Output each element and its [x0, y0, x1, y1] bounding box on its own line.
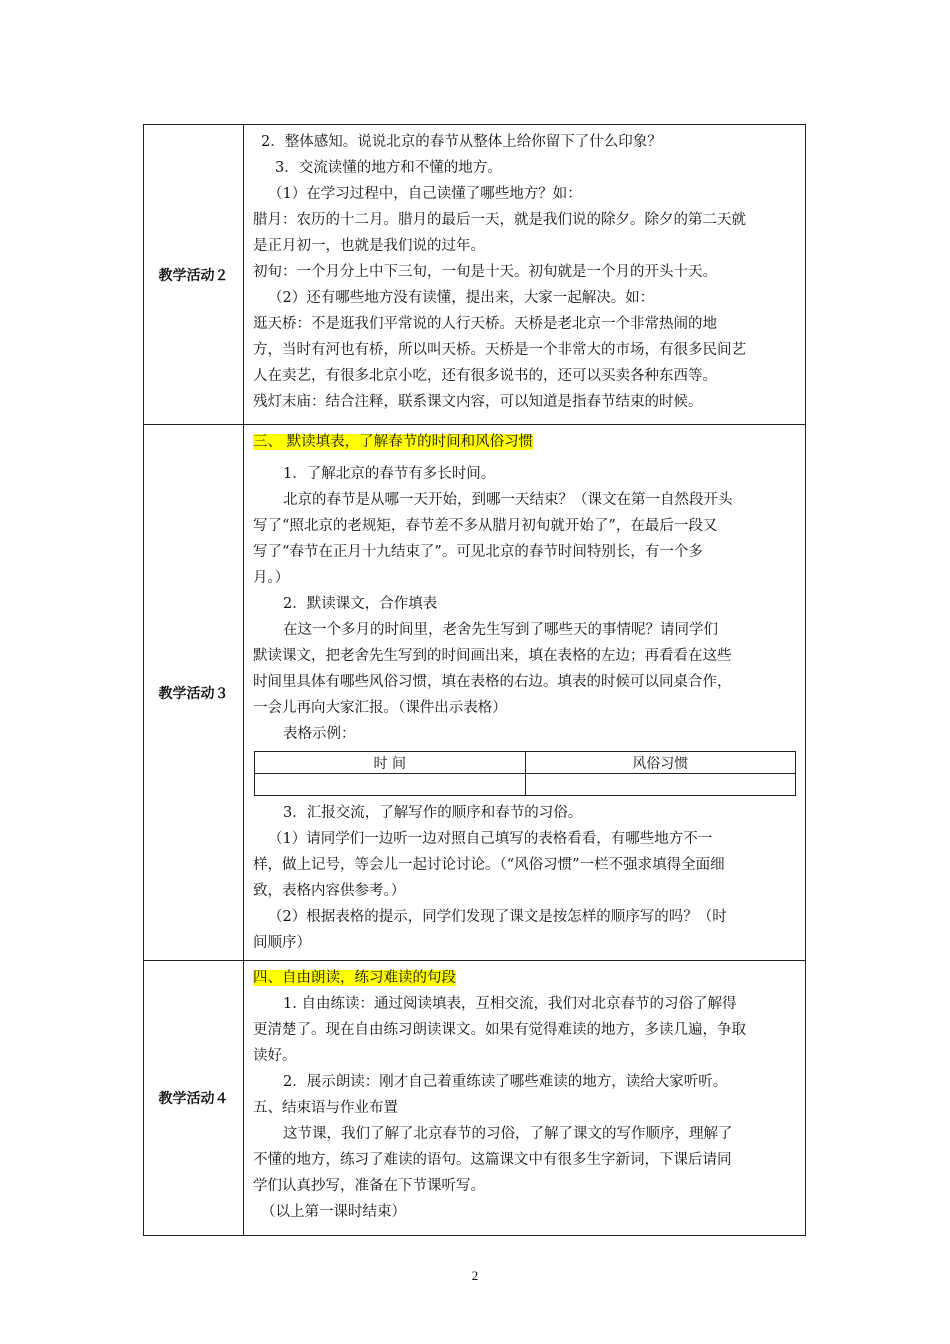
- row-content: [244, 425, 806, 961]
- text-line: 致，表格内容供参考。）: [253, 883, 406, 899]
- example-table-cell: [525, 774, 796, 796]
- highlighted-heading: 三、 默读填表，了解春节的时间和风俗习惯: [253, 434, 534, 450]
- row-label: 教学活动３: [144, 425, 244, 961]
- text-line: 逛天桥：不是逛我们平常说的人行天桥。天桥是老北京一个非常热闹的地: [253, 316, 717, 332]
- example-table: [254, 751, 796, 796]
- text-line: 写了“春节在正月十九结束了”。可见北京的春节时间特别长，有一个多: [253, 544, 703, 560]
- text-line: （以上第一课时结束）: [261, 1204, 406, 1220]
- text-line: 默读课文，把老舍先生写到的时间画出来，填在表格的左边；再看看在这些: [253, 648, 732, 664]
- text-line: 人在卖艺，有很多北京小吃，还有很多说书的，还可以买卖各种东西等。: [253, 368, 717, 384]
- example-table-header-row: [255, 752, 796, 774]
- text-line: 学们认真抄写，准备在下节课听写。: [253, 1178, 485, 1194]
- text-line: 月。）: [253, 570, 290, 586]
- text-line: 写了“照北京的老规矩，春节差不多从腊月初旬就开始了”，在最后一段又: [253, 518, 718, 534]
- text-line: 在这一个多月的时间里，老舍先生写到了哪些天的事情呢？请同学们: [283, 622, 718, 638]
- row-content: [244, 961, 806, 1236]
- text-line: 方，当时有河也有桥，所以叫天桥。天桥是一个非常大的市场，有很多民间艺: [253, 342, 746, 358]
- lesson-plan-table: [143, 124, 806, 1236]
- text-line: （2）根据表格的提示，同学们发现了课文是按怎样的顺序写的吗？（时: [268, 909, 727, 925]
- text-line: （2）还有哪些地方没有读懂，提出来，大家一起解决。如：: [268, 290, 655, 306]
- text-line: 更清楚了。现在自由练习朗读课文。如果有觉得难读的地方，多读几遍，争取: [253, 1022, 746, 1038]
- text-line: 一会儿再向大家汇报。（课件出示表格）: [253, 700, 507, 716]
- text-line: 间顺序）: [253, 935, 311, 951]
- text-line: 2．整体感知。说说北京的春节从整体上给你留下了什么印象？: [261, 134, 662, 150]
- table-row: [144, 425, 806, 961]
- row-content: [244, 125, 806, 425]
- text-line: 1．了解北京的春节有多长时间。: [283, 466, 496, 482]
- text-line: 初旬：一个月分上中下三旬，一旬是十天。初旬就是一个月的开头十天。: [253, 264, 717, 280]
- text-line: 腊月：农历的十二月。腊月的最后一天，就是我们说的除夕。除夕的第二天就: [253, 212, 746, 228]
- table-row: [144, 961, 806, 1236]
- text-line: 样，做上记号，等会儿一起讨论讨论。（“风俗习惯”一栏不强求填得全面细: [253, 857, 725, 873]
- text-line: 是正月初一，也就是我们说的过年。: [253, 238, 485, 254]
- text-line: 北京的春节是从哪一天开始，到哪一天结束？（课文在第一自然段开头: [283, 492, 733, 508]
- text-line: 读好。: [253, 1048, 297, 1064]
- text-line: 2．展示朗读：刚才自己着重练读了哪些难读的地方，读给大家听听。: [283, 1074, 728, 1090]
- row-label: 教学活动４: [144, 961, 244, 1236]
- table-row: [144, 125, 806, 425]
- section-heading: [253, 965, 796, 991]
- text-line: 3．交流读懂的地方和不懂的地方。: [275, 160, 502, 176]
- text-line: 不懂的地方，练习了难读的语句。这篇课文中有很多生字新词，下课后请同: [253, 1152, 732, 1168]
- highlighted-heading: 四、自由朗读，练习难读的句段: [253, 970, 456, 986]
- example-table-header: 时 间: [255, 752, 526, 774]
- text-line: （1）请同学们一边听一边对照自己填写的表格看看，有哪些地方不一: [268, 831, 713, 847]
- text-line: 表格示例：: [283, 726, 356, 742]
- text-line: 3．汇报交流，了解写作的顺序和春节的习俗。: [283, 805, 583, 821]
- example-table-cell: [255, 774, 526, 796]
- page-number: 2: [471, 1268, 479, 1283]
- text-line: 残灯末庙：结合注释，联系课文内容，可以知道是指春节结束的时候。: [253, 394, 703, 410]
- text-line: 五、结束语与作业布置: [253, 1100, 398, 1116]
- example-table-empty-row: [255, 774, 796, 796]
- text-line: 1. 自由练读：通过阅读填表，互相交流，我们对北京春节的习俗了解得: [283, 996, 737, 1012]
- text-line: 2．默读课文，合作填表: [283, 596, 438, 612]
- section-heading: [253, 429, 796, 455]
- row-label: 教学活动２: [144, 125, 244, 425]
- text-line: 时间里具体有哪些风俗习惯，填在表格的右边。填表的时候可以同桌合作，: [253, 674, 732, 690]
- text-line: （1）在学习过程中，自己读懂了哪些地方？如：: [268, 186, 582, 202]
- text-line: 这节课，我们了解了北京春节的习俗，了解了课文的写作顺序，理解了: [283, 1126, 733, 1142]
- example-table-header: 风俗习惯: [525, 752, 796, 774]
